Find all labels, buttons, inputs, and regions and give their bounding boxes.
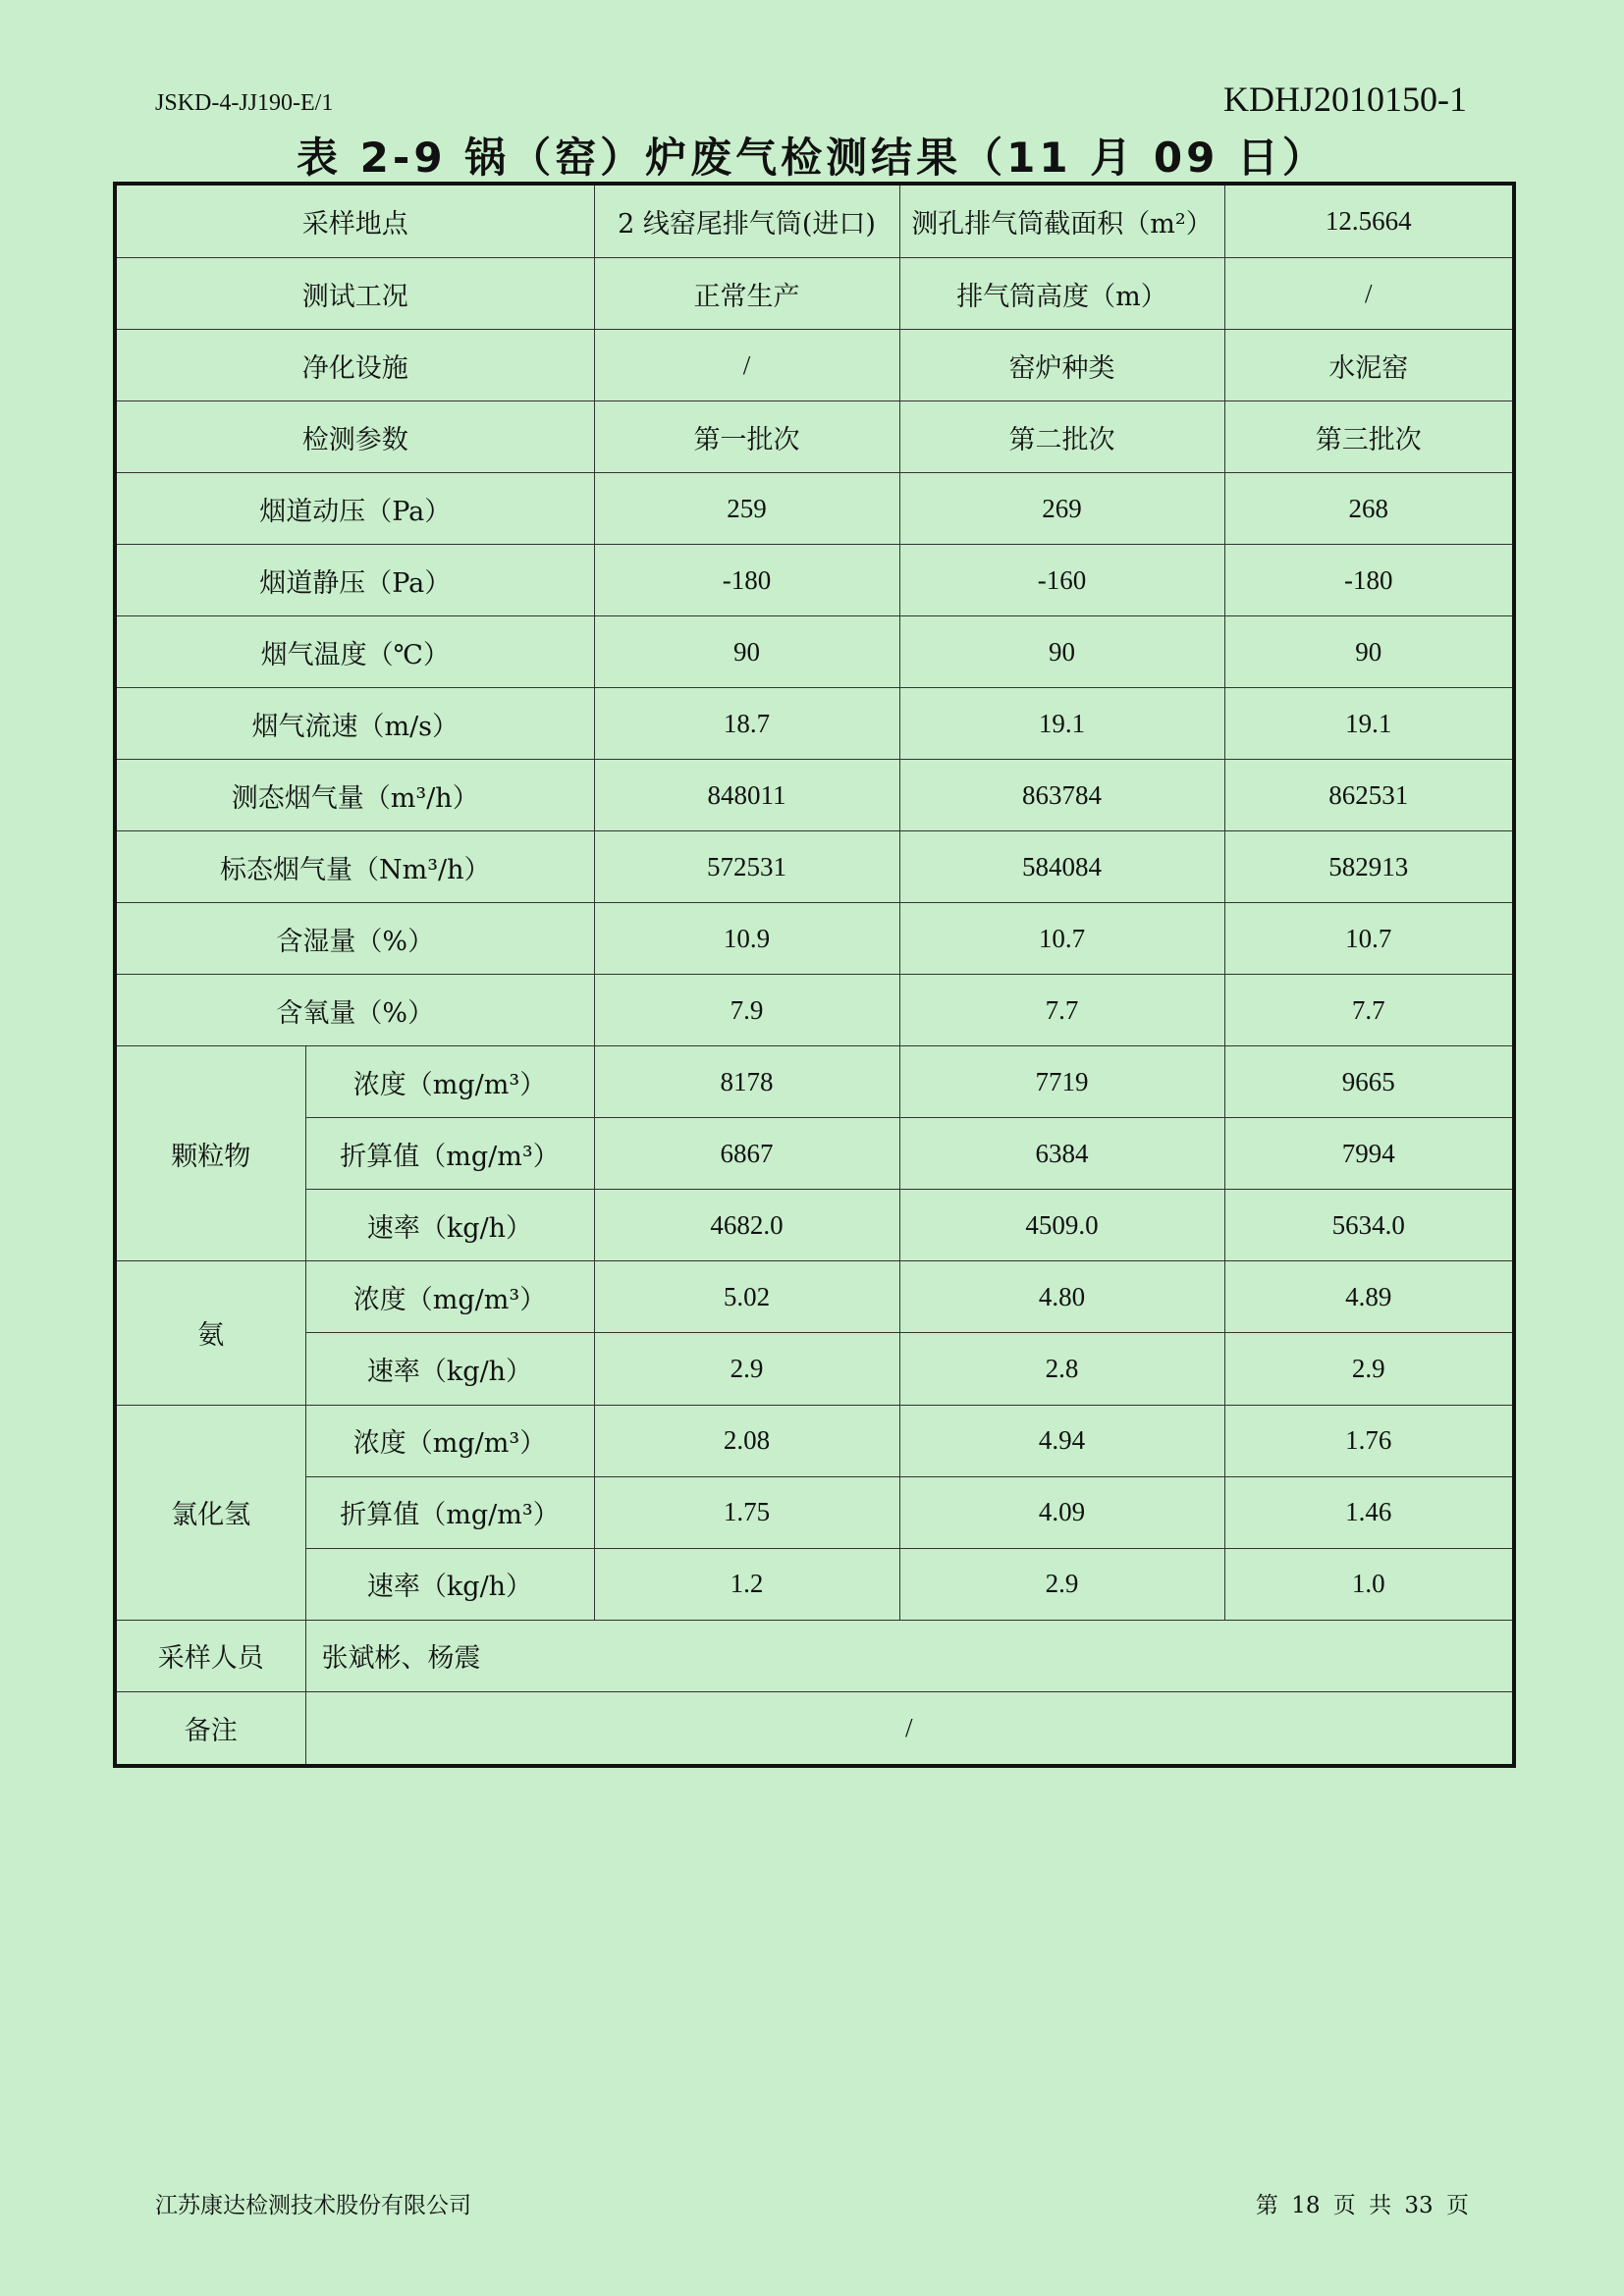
batch-3-value: 582913 [1224, 831, 1514, 903]
sampling-site-label: 采样地点 [115, 184, 594, 258]
batch-2-value: 863784 [899, 760, 1224, 831]
batch-3-value: 5634.0 [1224, 1190, 1514, 1261]
table-row [115, 831, 1514, 903]
table-row [115, 1620, 1514, 1691]
batch-1-value: 2.08 [594, 1405, 899, 1476]
param-label: 含湿量（%） [115, 903, 594, 975]
table-row [115, 184, 1514, 258]
table-row [115, 1333, 1514, 1405]
cross-section-value: 12.5664 [1224, 184, 1514, 258]
table-header-row [115, 401, 1514, 473]
batch-1-value: 1.75 [594, 1476, 899, 1548]
batch-3-value: 10.7 [1224, 903, 1514, 975]
sampling-site-value: 2 线窑尾排气筒(进口) [594, 184, 899, 258]
batch-3-value: 4.89 [1224, 1261, 1514, 1333]
param-label: 含氧量（%） [115, 975, 594, 1046]
batch-2-value: 7719 [899, 1046, 1224, 1118]
sampler-value: 张斌彬、杨震 [305, 1620, 1514, 1691]
batch-3-value: 19.1 [1224, 688, 1514, 760]
table-row [115, 1548, 1514, 1620]
batch-3-value: 2.9 [1224, 1333, 1514, 1405]
batch-1-value: 7.9 [594, 975, 899, 1046]
batch-2-value: 2.8 [899, 1333, 1224, 1405]
batch-1-header: 第一批次 [594, 401, 899, 473]
table-row [115, 903, 1514, 975]
batch-3-value: 1.0 [1224, 1548, 1514, 1620]
sub-param-label: 浓度（mg/m³） [305, 1261, 594, 1333]
kiln-type-value: 水泥窑 [1224, 330, 1514, 401]
batch-3-value: -180 [1224, 545, 1514, 616]
sub-param-label: 折算值（mg/m³） [305, 1118, 594, 1190]
purification-label: 净化设施 [115, 330, 594, 401]
batch-1-value: 2.9 [594, 1333, 899, 1405]
batch-2-value: 6384 [899, 1118, 1224, 1190]
batch-1-value: 259 [594, 473, 899, 545]
batch-1-value: 8178 [594, 1046, 899, 1118]
batch-1-value: 6867 [594, 1118, 899, 1190]
batch-3-value: 7994 [1224, 1118, 1514, 1190]
batch-1-value: 90 [594, 616, 899, 688]
cross-section-label: 测孔排气筒截面积（m²） [899, 184, 1224, 258]
batch-2-value: 10.7 [899, 903, 1224, 975]
kiln-type-label: 窑炉种类 [899, 330, 1224, 401]
sub-param-label: 速率（kg/h） [305, 1333, 594, 1405]
batch-3-value: 7.7 [1224, 975, 1514, 1046]
batch-1-value: 1.2 [594, 1548, 899, 1620]
stack-height-value: / [1224, 258, 1514, 330]
purification-value: / [594, 330, 899, 401]
batch-3-header: 第三批次 [1224, 401, 1514, 473]
remarks-value: / [305, 1691, 1514, 1766]
batch-2-value: 19.1 [899, 688, 1224, 760]
group-label-ammonia: 氨 [115, 1261, 305, 1405]
group-label-particulate: 颗粒物 [115, 1046, 305, 1261]
batch-1-value: 5.02 [594, 1261, 899, 1333]
batch-2-value: 4.94 [899, 1405, 1224, 1476]
param-label: 烟气温度（℃） [115, 616, 594, 688]
sub-param-label: 折算值（mg/m³） [305, 1476, 594, 1548]
table-row [115, 1691, 1514, 1766]
table-row [115, 975, 1514, 1046]
table-row [115, 1476, 1514, 1548]
batch-2-value: -160 [899, 545, 1224, 616]
sub-param-label: 速率（kg/h） [305, 1190, 594, 1261]
batch-1-value: 848011 [594, 760, 899, 831]
remarks-label: 备注 [115, 1691, 305, 1766]
param-label: 烟道静压（Pa） [115, 545, 594, 616]
sampler-label: 采样人员 [115, 1620, 305, 1691]
batch-2-value: 4509.0 [899, 1190, 1224, 1261]
group-label-hcl: 氯化氢 [115, 1405, 305, 1620]
batch-1-value: 18.7 [594, 688, 899, 760]
batch-3-value: 268 [1224, 473, 1514, 545]
sub-param-label: 速率（kg/h） [305, 1548, 594, 1620]
sub-param-label: 浓度（mg/m³） [305, 1046, 594, 1118]
condition-label: 测试工况 [115, 258, 594, 330]
table-row [115, 1261, 1514, 1333]
batch-2-value: 7.7 [899, 975, 1224, 1046]
batch-2-value: 4.09 [899, 1476, 1224, 1548]
table-row [115, 616, 1514, 688]
param-header: 检测参数 [115, 401, 594, 473]
document-code: JSKD-4-JJ190-E/1 [155, 90, 334, 116]
batch-2-value: 2.9 [899, 1548, 1224, 1620]
param-label: 烟气流速（m/s） [115, 688, 594, 760]
table-row [115, 1190, 1514, 1261]
table-row [115, 330, 1514, 401]
sub-param-label: 浓度（mg/m³） [305, 1405, 594, 1476]
batch-2-value: 584084 [899, 831, 1224, 903]
results-table [113, 182, 1516, 1768]
table-row [115, 760, 1514, 831]
batch-2-value: 269 [899, 473, 1224, 545]
param-label: 烟道动压（Pa） [115, 473, 594, 545]
batch-2-value: 90 [899, 616, 1224, 688]
stack-height-label: 排气筒高度（m） [899, 258, 1224, 330]
table-row [115, 1046, 1514, 1118]
param-label: 测态烟气量（m³/h） [115, 760, 594, 831]
batch-3-value: 1.46 [1224, 1476, 1514, 1548]
batch-2-header: 第二批次 [899, 401, 1224, 473]
table-row [115, 473, 1514, 545]
table-row [115, 1118, 1514, 1190]
batch-3-value: 90 [1224, 616, 1514, 688]
table-row [115, 1405, 1514, 1476]
page-number: 第 18 页 共 33 页 [1255, 2193, 1469, 2218]
company-name: 江苏康达检测技术股份有限公司 [155, 2193, 471, 2218]
report-number: KDHJ2010150-1 [1223, 80, 1467, 119]
batch-3-value: 9665 [1224, 1046, 1514, 1118]
condition-value: 正常生产 [594, 258, 899, 330]
batch-1-value: -180 [594, 545, 899, 616]
page-title: 表 2-9 锅（窑）炉废气检测结果（11 月 09 日） [297, 133, 1327, 182]
batch-1-value: 572531 [594, 831, 899, 903]
table-row [115, 545, 1514, 616]
batch-3-value: 862531 [1224, 760, 1514, 831]
batch-3-value: 1.76 [1224, 1405, 1514, 1476]
table-row [115, 258, 1514, 330]
batch-2-value: 4.80 [899, 1261, 1224, 1333]
table-row [115, 688, 1514, 760]
batch-1-value: 10.9 [594, 903, 899, 975]
batch-1-value: 4682.0 [594, 1190, 899, 1261]
param-label: 标态烟气量（Nm³/h） [115, 831, 594, 903]
